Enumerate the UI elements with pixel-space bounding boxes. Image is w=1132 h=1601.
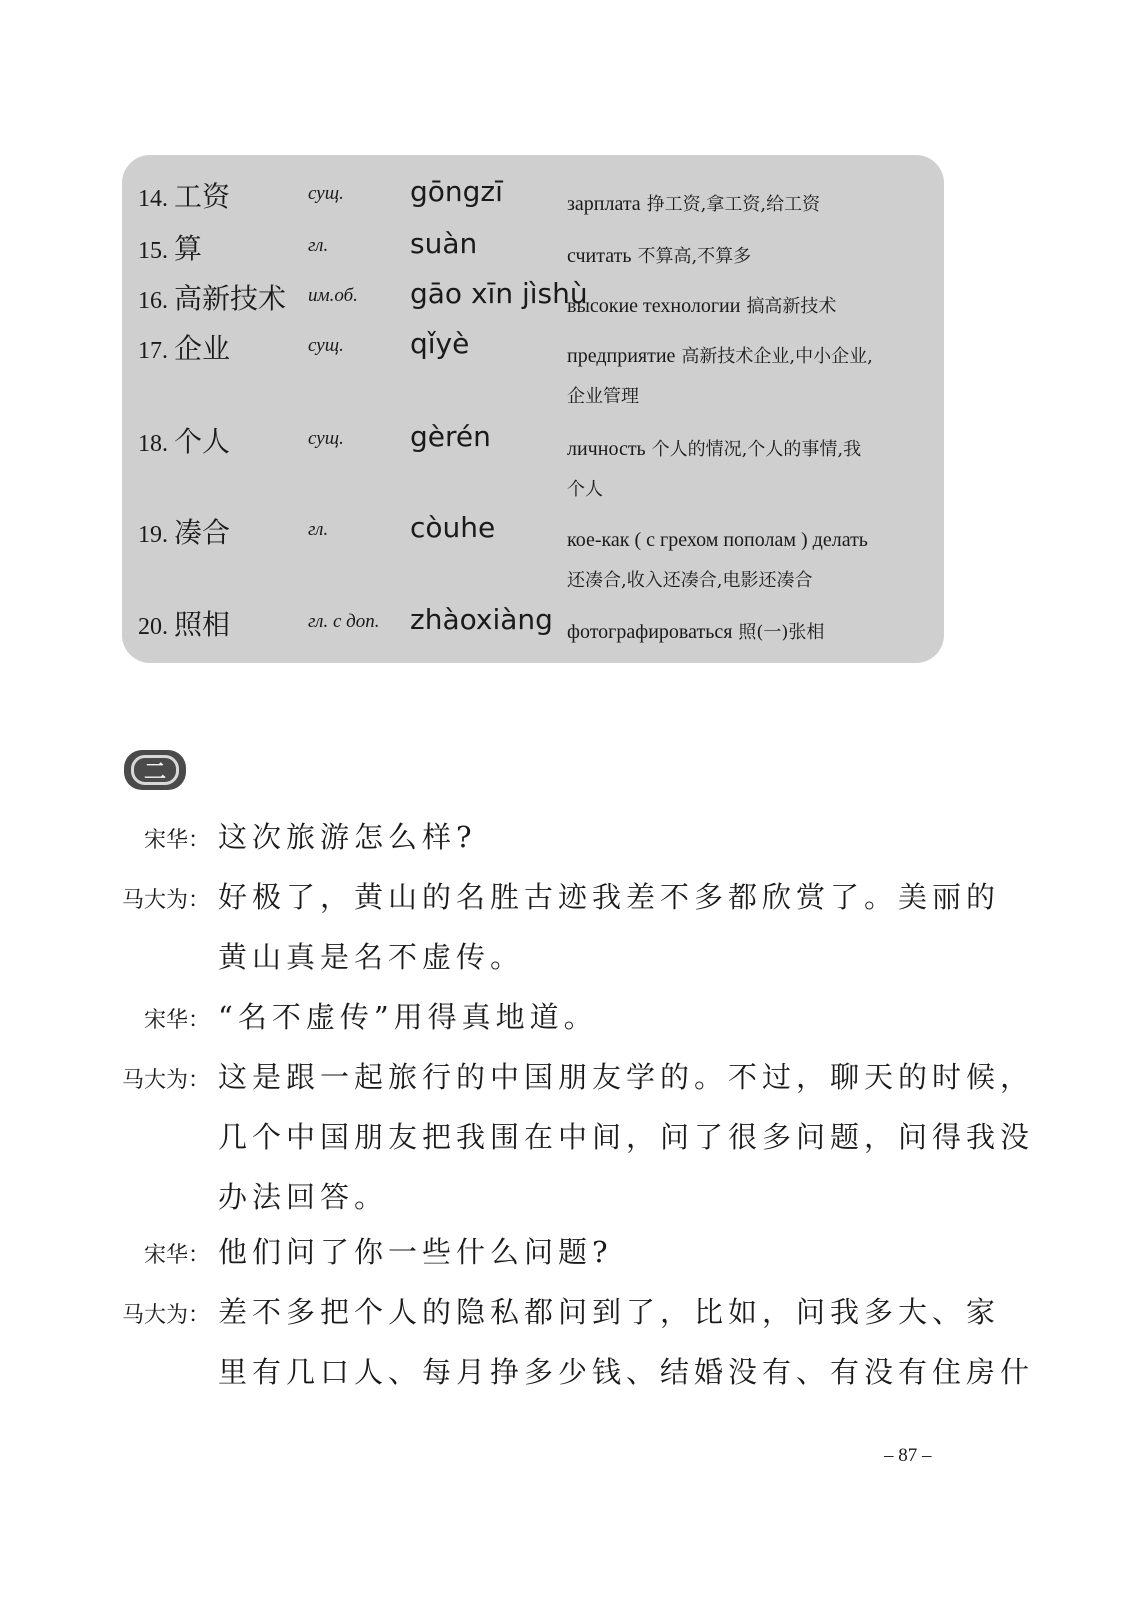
vocab-examples-continued: 企业管理 [567,386,639,407]
speaker-name: 马大为： [122,1068,211,1093]
vocab-number: 15. [138,238,168,264]
vocab-meaning [567,333,927,420]
vocab-part-of-speech: гл. с доп. [308,611,380,632]
vocab-translation: фотографироваться [567,621,733,643]
vocab-number: 16. [138,288,168,314]
vocab-word: 个人 [174,425,231,458]
vocab-pinyin: gōngzī [410,175,503,208]
vocab-meaning [567,517,927,604]
vocab-examples-continued: 还凑合,收入还凑合,电影还凑合 [567,570,813,591]
dialogue-line: 这次旅游怎么样? [218,820,477,854]
speaker-name: 宋华： [144,1008,211,1033]
page-number: – 87 – [884,1445,932,1466]
dialogue-line: 黄山真是名不虚传。 [218,940,525,974]
vocab-examples: 照(一)张相 [738,622,825,643]
vocab-examples: 个人的情况,个人的事情,我 [651,439,862,460]
vocab-number-word [138,175,230,215]
vocab-meaning [567,283,927,330]
vocab-part-of-speech: гл. [308,519,329,540]
vocab-pinyin: gāo xīn jìshù [410,277,588,310]
vocab-pinyin: suàn [410,227,478,260]
vocab-part-of-speech: сущ. [308,335,344,356]
vocab-number: 14. [138,186,168,212]
vocab-word: 算 [174,232,203,265]
vocab-translation: кое-как ( с грехом пополам ) делать [567,529,868,551]
vocab-meaning [567,181,927,228]
vocab-word: 凑合 [174,516,231,549]
vocab-pinyin: còuhe [410,511,496,544]
vocabulary-panel [122,155,944,663]
vocab-meaning [567,609,927,656]
dialogue-line: 他们问了你一些什么问题? [218,1235,613,1269]
dialogue-line: 里有几口人、每月挣多少钱、结婚没有、有没有住房什 [218,1355,1035,1389]
vocab-word: 照相 [174,608,231,641]
vocab-translation: личность [567,438,646,460]
vocab-number-word [138,603,230,643]
vocab-number: 19. [138,522,168,548]
vocab-part-of-speech: сущ. [308,183,344,204]
vocab-meaning [567,426,927,513]
vocab-examples: 挣工资,拿工资,给工资 [646,194,821,215]
vocab-translation: предприятие [567,345,676,367]
vocab-part-of-speech: гл. [308,235,329,256]
vocab-number: 17. [138,338,168,364]
speaker-name: 宋华： [144,1243,211,1268]
speaker-name: 马大为： [122,888,211,913]
vocab-translation: считать [567,245,632,267]
dialogue-line: 办法回答。 [218,1180,389,1214]
dialogue-line: 几个中国朋友把我围在中间，问了很多问题，问得我没 [218,1120,1035,1154]
vocab-number-word [138,327,230,367]
vocab-number-word [138,227,202,267]
vocab-meaning [567,233,927,280]
vocab-number: 18. [138,431,168,457]
vocab-word: 企业 [174,332,231,365]
vocab-number-word [138,277,286,317]
section-marker [124,750,186,790]
dialogue-line: 好极了，黄山的名胜古迹我差不多都欣赏了。美丽的 [218,880,1001,914]
vocab-part-of-speech: сущ. [308,428,344,449]
vocab-translation: высокие технологии [567,295,741,317]
vocab-word: 高新技术 [174,282,287,315]
vocab-number-word [138,420,230,460]
vocab-pinyin: qǐyè [410,327,470,360]
vocab-examples: 不算高,不算多 [637,246,752,267]
vocab-number: 20. [138,614,168,640]
vocab-pinyin: zhàoxiàng [410,603,553,636]
speaker-name: 宋华： [144,828,211,853]
vocab-word: 工资 [174,180,231,213]
vocab-examples: 高新技术企业,中小企业, [681,346,873,367]
vocab-translation: зарплата [567,193,641,215]
vocab-part-of-speech: им.об. [308,285,358,306]
dialogue-line: 这是跟一起旅行的中国朋友学的。不过，聊天的时候， [218,1060,1035,1094]
vocab-number-word [138,511,230,551]
dialogue-line: “名不虚传”用得真地道。 [218,1000,598,1034]
vocab-examples-continued: 个人 [567,479,603,500]
speaker-name: 马大为： [122,1303,211,1328]
dialogue-line: 差不多把个人的隐私都问到了，比如，问我多大、家 [218,1295,1001,1329]
vocab-examples: 搞高新技术 [746,296,837,317]
vocab-pinyin: gèrén [410,420,491,453]
section-marker-label: 二 [131,755,179,785]
